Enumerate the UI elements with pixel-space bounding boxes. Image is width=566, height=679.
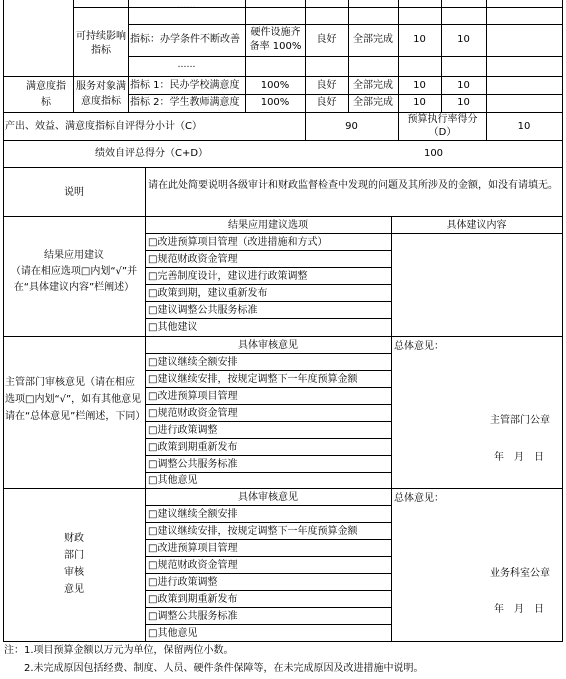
supervisor-option[interactable]: □改进预算项目管理: [148, 391, 238, 402]
supervisor-option[interactable]: □进行政策调整: [148, 425, 218, 436]
finance-overall-label: 总体意见：: [394, 493, 444, 504]
satisfaction-2-weight: 10: [413, 97, 426, 108]
satisfaction-2-target: 100%: [260, 97, 290, 108]
dots-row-2: ……: [177, 60, 196, 70]
total-label: 绩效自评总得分（C+D）: [95, 148, 209, 159]
finance-option[interactable]: □其他意见: [148, 628, 198, 639]
note-label: 说明: [64, 187, 84, 198]
supervisor-option[interactable]: □建议继续全额安排: [148, 357, 238, 368]
dots-row-1: ……: [177, 1, 196, 11]
supervisor-overall-label: 总体意见：: [394, 341, 444, 352]
sustain-complete: 全部完成: [353, 34, 393, 45]
satisfaction-2-complete: 全部完成: [353, 97, 393, 108]
supervisor-option[interactable]: □建议继续安排，按规定调整下一年度预算金额: [148, 374, 358, 385]
result-option[interactable]: □其他建议: [148, 322, 198, 333]
satisfaction-2-grade: 良好: [316, 97, 337, 108]
satisfaction-1-name: 指标 1：民办学校满意度: [130, 80, 240, 91]
footnote-1: 注：1.项目预算金额以万元为单位，保留两位小数。: [4, 645, 234, 656]
result-option[interactable]: □政策到期，建议重新发布: [148, 288, 268, 299]
result-option[interactable]: □规范财政资金管理: [148, 254, 238, 265]
satisfaction-2-name: 指标 2：学生教师满意度: [130, 97, 240, 108]
budget-rate-label: 预算执行率得分（D）: [407, 114, 478, 138]
total-value: 100: [423, 148, 444, 159]
satisfaction-1-weight: 10: [413, 80, 426, 91]
finance-option[interactable]: □建议继续全额安排: [148, 509, 238, 520]
finance-option[interactable]: □政策到期重新发布: [148, 594, 238, 605]
finance-stamp: 业务科室公章: [490, 568, 550, 579]
satisfaction-1-score: 10: [457, 80, 470, 91]
sustain-weight: 10: [413, 34, 426, 45]
supervisor-date: 年 月 日: [494, 452, 544, 463]
result-col-suggest: 结果应用建议选项: [228, 220, 308, 231]
result-option[interactable]: □完善制度设计，建议进行政策调整: [148, 271, 308, 282]
subtotal-value: 90: [345, 121, 358, 132]
finance-option[interactable]: □进行政策调整: [148, 577, 218, 588]
budget-rate-value: 10: [517, 121, 531, 132]
finance-date: 年 月 日: [494, 604, 544, 615]
finance-option[interactable]: □改进预算项目管理: [148, 543, 238, 554]
supervisor-option[interactable]: □其他意见: [148, 475, 198, 486]
result-application-label: 结果应用建议 （请在相应选项□内划“√”并在“具体建议内容”栏阐述）: [10, 250, 138, 293]
satisfaction-2-score: 10: [457, 97, 470, 108]
finance-option[interactable]: □建议继续安排，按规定调整下一年度预算金额: [148, 526, 358, 537]
service-satisfaction-label: 服务对象满意度指标: [76, 81, 126, 107]
sustain-indicator: 指标：办学条件不断改善: [130, 34, 240, 45]
satisfaction-1-complete: 全部完成: [353, 80, 393, 91]
result-col-content: 具体建议内容: [446, 220, 507, 231]
supervisor-col-detail: 具体审核意见: [238, 340, 298, 351]
sustain-grade: 良好: [316, 34, 337, 45]
supervisor-stamp: 主管部门公章: [490, 415, 550, 426]
satisfaction-1-grade: 良好: [316, 80, 337, 91]
finance-option[interactable]: □调整公共服务标准: [148, 611, 238, 622]
supervisor-option[interactable]: □调整公共服务标准: [148, 459, 238, 470]
sustain-score: 10: [457, 34, 470, 45]
subtotal-label: 产出、效益、满意度指标自评得分小计（C）: [5, 121, 202, 132]
sustain-impact-label: 可持续影响指标: [76, 31, 126, 56]
footnote-2: 2.未完成原因包括经费、制度、人员、硬件条件保障等，在未完成原因及改进措施中说明。: [24, 663, 424, 674]
satisfaction-category: 满意度指标: [26, 81, 66, 108]
finance-option[interactable]: □规范财政资金管理: [148, 560, 238, 571]
satisfaction-1-target: 100%: [260, 80, 290, 91]
finance-review-label: 财政部门审核意见: [64, 533, 84, 595]
note-text: 请在此处简要说明各级审计和财政监督检查中发现的问题及其所涉及的金额，如没有请填无。: [148, 180, 558, 191]
sustain-target: 硬件设施齐备率 100%: [249, 27, 302, 52]
supervisor-option[interactable]: □政策到期重新发布: [148, 442, 238, 453]
supervisor-review-label: 主管部门审核意见（请在相应选项□内划“√”，如有其他意见请在“总体意见”栏阐述，下同）: [5, 377, 146, 422]
supervisor-option[interactable]: □规范财政资金管理: [148, 408, 238, 419]
result-option[interactable]: □建议调整公共服务标准: [148, 305, 258, 316]
finance-col-detail: 具体审核意见: [238, 492, 298, 503]
result-option[interactable]: □改进预算项目管理（改进措施和方式）: [148, 237, 328, 248]
